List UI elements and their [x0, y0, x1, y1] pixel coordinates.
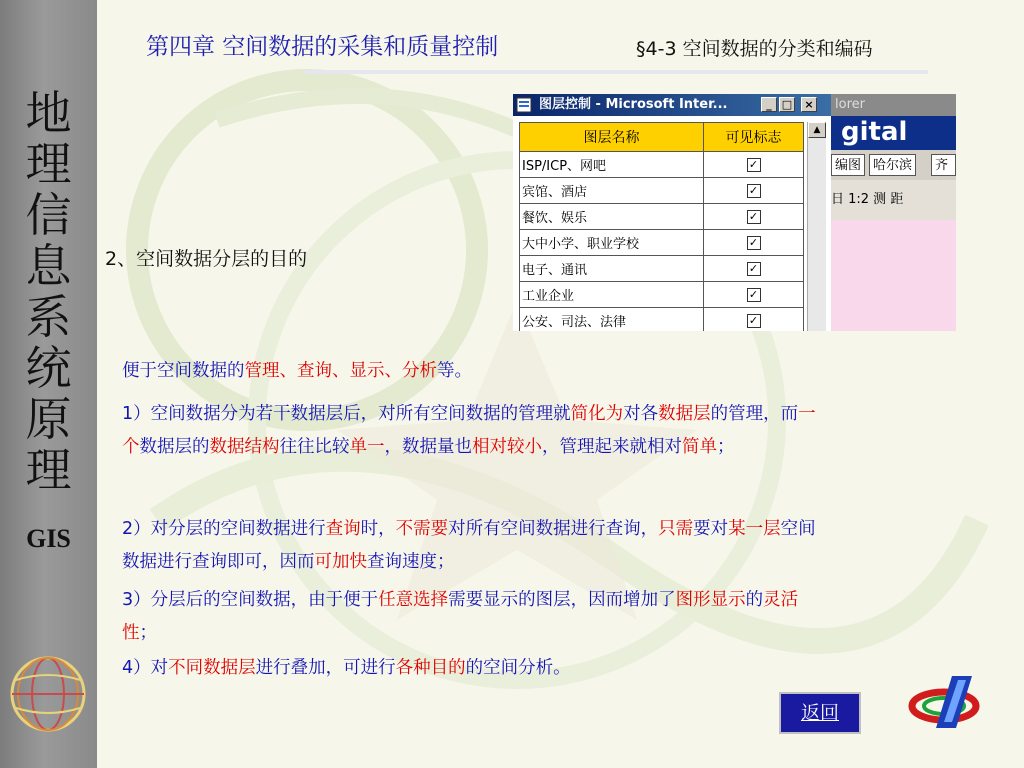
highlighted-text: 不同数据层 — [168, 658, 256, 678]
highlighted-text: 简单 — [682, 437, 717, 457]
swirl-logo-icon — [906, 672, 988, 732]
highlighted-text: 一个 — [122, 404, 816, 457]
map-tab: 编图 — [831, 154, 865, 176]
paragraph-text: 1）空间数据分为若干数据层后，对所有空间数据的管理就 — [122, 404, 571, 424]
vertical-title-char: 理 — [25, 443, 72, 497]
visible-checkbox: ✓ — [747, 210, 761, 224]
highlighted-text: 各种目的 — [395, 658, 466, 678]
table-row — [520, 256, 804, 282]
paragraph-text: 便于空间数据的 — [122, 361, 245, 381]
layer-name-cell: 大中小学、职业学校 — [520, 230, 704, 256]
vertical-title — [0, 88, 97, 496]
paragraph-text: 往往比较 — [279, 437, 350, 457]
map-tab: 齐 — [931, 154, 956, 176]
vertical-title-char: 息 — [25, 239, 72, 293]
paragraph-text: 对各 — [623, 404, 659, 424]
highlighted-text: 相对较小 — [472, 437, 542, 457]
highlighted-text: 单一 — [349, 437, 385, 457]
ie-page-icon — [516, 97, 532, 113]
paragraph-text: 数据层的 — [139, 437, 210, 457]
column-header-visible: 可见标志 — [704, 123, 804, 152]
chapter-title: 第四章 空间数据的采集和质量控制 — [146, 34, 499, 60]
paragraph-text: 查询速度； — [367, 552, 455, 572]
layer-table — [519, 122, 804, 331]
background-browser-window — [831, 94, 956, 331]
visible-checkbox: ✓ — [747, 158, 761, 172]
layer-name-cell: 宾馆、酒店 — [520, 178, 704, 204]
paragraph-text: ； — [139, 623, 157, 643]
paragraph-text: ； — [717, 437, 735, 457]
visible-checkbox: ✓ — [747, 288, 761, 302]
vertical-title-char: 统 — [25, 341, 72, 395]
scroll-up-arrow-icon: ▲ — [808, 122, 826, 138]
highlighted-text: 查询 — [325, 519, 361, 539]
vertical-title-char: 系 — [25, 290, 72, 344]
table-scrollbar — [807, 122, 826, 331]
paragraph-text: 对所有空间数据进行查询， — [448, 519, 659, 539]
column-header-layer-name: 图层名称 — [520, 123, 704, 152]
highlighted-text: 管理、查询、显示、分析 — [244, 361, 437, 381]
paragraph-point-3 — [122, 584, 822, 650]
table-row — [520, 152, 804, 178]
visible-checkbox: ✓ — [747, 184, 761, 198]
layer-name-cell: ISP/ICP、网吧 — [520, 152, 704, 178]
paragraph-point-2 — [122, 513, 822, 579]
back-button[interactable]: 返回 — [779, 692, 861, 734]
vertical-title-char: 原 — [25, 392, 72, 446]
paragraph-text: 等。 — [437, 361, 472, 381]
vertical-title-char: 理 — [25, 137, 72, 191]
window-titlebar — [513, 94, 831, 116]
highlighted-text: 图形显示 — [675, 590, 746, 610]
paragraph-purpose — [122, 355, 822, 388]
window-title: 图层控制 - Microsoft Inter... — [539, 97, 728, 112]
vertical-title-char: 地 — [25, 86, 72, 140]
layer-name-cell: 公安、司法、法律 — [520, 308, 704, 332]
highlighted-text: 可加快 — [314, 552, 367, 572]
paragraph-text: 空间数据进行查询即可，因而 — [122, 519, 816, 572]
paragraph-text: 进行叠加，可进行 — [255, 658, 396, 678]
paragraph-text: 要对 — [693, 519, 729, 539]
background-window-logo: gital — [831, 116, 956, 150]
layer-name-cell: 餐饮、娱乐 — [520, 204, 704, 230]
layer-name-cell: 工业企业 — [520, 282, 704, 308]
highlighted-text: 任意选择 — [378, 590, 449, 610]
highlighted-text: 灵活性 — [122, 590, 799, 643]
table-row — [520, 230, 804, 256]
layer-control-screenshot — [513, 94, 956, 331]
table-row — [520, 204, 804, 230]
paragraph-text: ，管理起来就相对 — [542, 437, 682, 457]
paragraph-text: 3）分层后的空间数据，由于便于 — [122, 590, 379, 610]
visible-checkbox: ✓ — [747, 262, 761, 276]
close-button: × — [801, 97, 817, 112]
table-row — [520, 178, 804, 204]
paragraph-text: 2）对分层的空间数据进行 — [122, 519, 326, 539]
highlighted-text: 数据结构 — [209, 437, 280, 457]
layer-name-cell: 电子、通讯 — [520, 256, 704, 282]
paragraph-text: 4）对 — [122, 658, 169, 678]
highlighted-text: 只需 — [658, 519, 694, 539]
globe-icon — [6, 652, 90, 736]
table-row — [520, 282, 804, 308]
sidebar — [0, 0, 97, 768]
paragraph-point-4 — [122, 652, 822, 685]
paragraph-text: ，数据量也 — [384, 437, 472, 457]
highlighted-text: 不需要 — [395, 519, 449, 539]
subheading: 2、空间数据分层的目的 — [105, 248, 308, 270]
highlighted-text: 某一层 — [728, 519, 781, 539]
paragraph-text: 需要显示的图层，因而增加了 — [448, 590, 676, 610]
paragraph-text: 的空间分析。 — [465, 658, 571, 678]
paragraph-text: 时， — [360, 519, 396, 539]
vertical-title-char: 信 — [25, 188, 72, 242]
visible-checkbox: ✓ — [747, 236, 761, 250]
background-window-titlebar: lorer — [831, 94, 956, 116]
background-window-tabs — [831, 150, 956, 180]
section-title: §4-3 空间数据的分类和编码 — [636, 38, 873, 60]
gis-label: GIS — [26, 524, 71, 553]
highlighted-text: 简化为 — [570, 404, 624, 424]
minimize-button: _ — [761, 97, 777, 112]
highlighted-text: 数据层 — [658, 404, 711, 424]
visible-checkbox: ✓ — [747, 314, 761, 328]
maximize-button: □ — [779, 97, 795, 112]
paragraph-point-1 — [122, 398, 822, 464]
table-row — [520, 308, 804, 332]
map-tab: 哈尔滨 — [869, 154, 916, 176]
paragraph-text: 的 — [745, 590, 764, 610]
header-divider — [305, 70, 928, 74]
paragraph-text: 的管理，而 — [710, 404, 799, 424]
background-window-toolbar: 日 1:2 测 距 — [831, 180, 956, 220]
